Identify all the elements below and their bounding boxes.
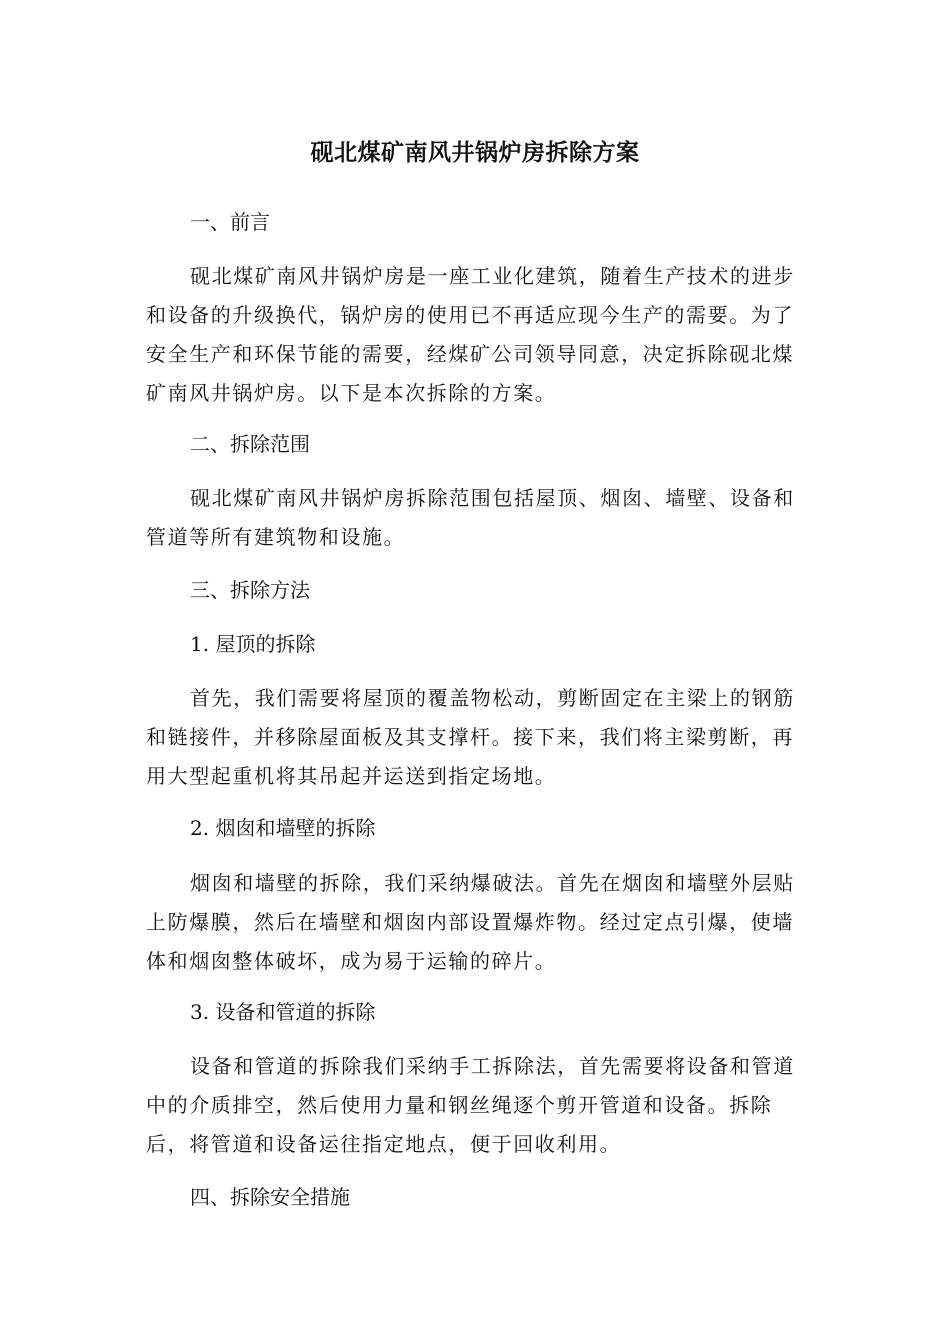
section-paragraph-scope: 砚北煤矿南风井锅炉房拆除范围包括屋顶、烟囱、墙壁、设备和管道等所有建筑物和设施。 [146, 486, 795, 549]
section-heading-preface: 一、前言 [190, 210, 270, 234]
section-paragraph-preface: 砚北煤矿南风井锅炉房是一座工业化建筑，随着生产技术的进步和设备的升级换代，锅炉房的使用已不再适应现今生产的需要。为了安全生产和环保节能的需要，经煤矿公司领导同意，决定拆除砚北煤矿南风井锅炉房。以下是本次拆除的方案。 [146, 264, 795, 405]
section-heading-roof: 1. 屋顶的拆除 [190, 632, 316, 656]
section-heading-equipment-pipes: 3. 设备和管道的拆除 [190, 1000, 376, 1024]
section-heading-scope: 二、拆除范围 [190, 432, 310, 456]
section-paragraph-roof: 首先，我们需要将屋顶的覆盖物松动，剪断固定在主梁上的钢筋和链接件，并移除屋面板及其支撑杆。接下来，我们将主梁剪断，再用大型起重机将其吊起并运送到指定场地。 [146, 686, 795, 788]
section-heading-chimney-walls: 2. 烟囱和墙壁的拆除 [190, 816, 376, 840]
section-paragraph-equipment-pipes: 设备和管道的拆除我们采纳手工拆除法，首先需要将设备和管道中的介质排空，然后使用力量和钢丝绳逐个剪开管道和设备。拆除后，将管道和设备运往指定地点，便于回收利用。 [146, 1054, 795, 1156]
section-paragraph-chimney-walls: 烟囱和墙壁的拆除，我们采纳爆破法。首先在烟囱和墙壁外层贴上防爆膜，然后在墙壁和烟囱内部设置爆炸物。经过定点引爆，使墙体和烟囱整体破坏，成为易于运输的碎片。 [146, 871, 795, 973]
section-heading-safety: 四、拆除安全措施 [190, 1185, 350, 1209]
section-heading-methods: 三、拆除方法 [190, 578, 310, 602]
document-title: 砚北煤矿南风井锅炉房拆除方案 [310, 140, 640, 166]
